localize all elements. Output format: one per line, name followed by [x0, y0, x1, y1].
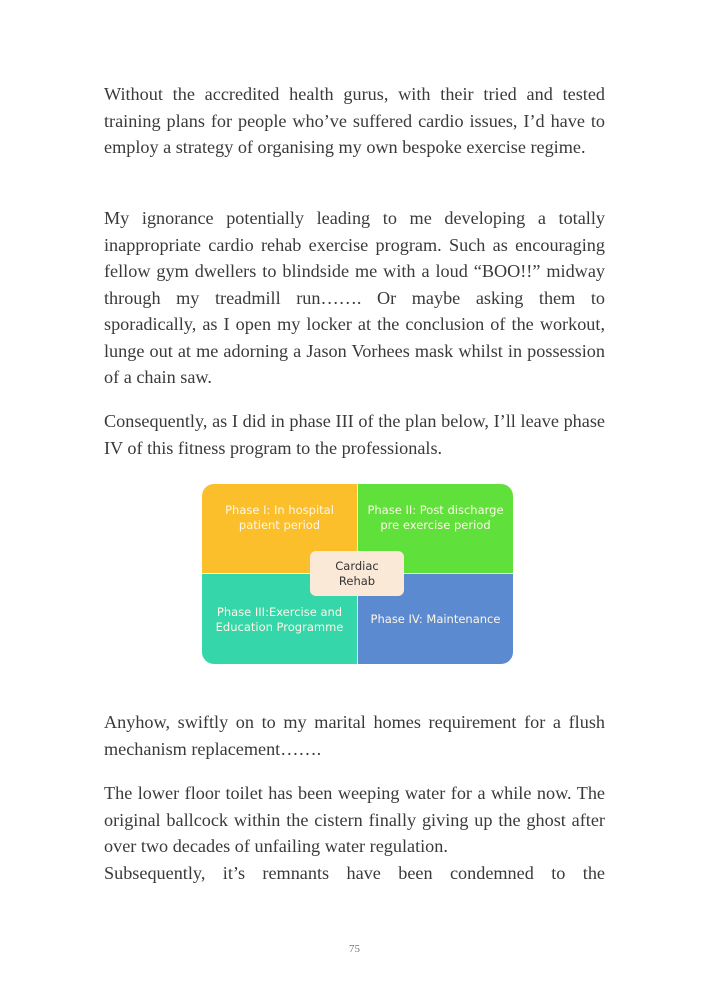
paragraph-2: My ignorance potentially leading to me developing a totally inappropriate cardio rehab exercise program. Such as encouraging fellow gym dwellers to blindside me with a loud “BOO!!” midway through my treadmill run……. Or maybe asking them to sporadically, as I open my locker at the conclusion of the workout, lunge out at me adorning a Jason Vorhees mask whilst in possession of a chain saw. — [104, 208, 605, 387]
paragraph-3: Consequently, as I did in phase III of the plan below, I’ll leave phase IV of this fitness program to the professionals. — [104, 411, 605, 458]
paragraph-5-body: The lower floor toilet has been weeping water for a while now. The original ballcock within the cistern finally giving up the ghost after over two decades of unfailing water regulation. — [104, 783, 605, 856]
phase-3-label: Phase III:Exercise and Education Programme — [215, 605, 344, 634]
phase-1-label: Phase I: In hospital patient period — [225, 503, 334, 532]
cardiac-rehab-diagram — [202, 484, 513, 664]
paragraph-5 — [104, 780, 605, 886]
page-number: 75 — [349, 943, 360, 955]
center-label-box — [310, 551, 404, 596]
phase-4-label: Phase IV: Maintenance — [370, 612, 501, 626]
paragraph-5-continuation: Subsequently, it’s remnants have been condemned to the — [104, 862, 605, 883]
paragraph-1: Without the accredited health gurus, with their tried and tested training plans for people who’ve suffered cardio issues, I’d have to employ a strategy of organising my own bespoke exercise regime. — [104, 84, 605, 157]
center-label: Cardiac Rehab — [335, 558, 379, 588]
phase-2-label: Phase II: Post discharge pre exercise period — [367, 503, 504, 532]
paragraph-4: Anyhow, swiftly on to my marital homes requirement for a flush mechanism replacement……. — [104, 712, 605, 759]
